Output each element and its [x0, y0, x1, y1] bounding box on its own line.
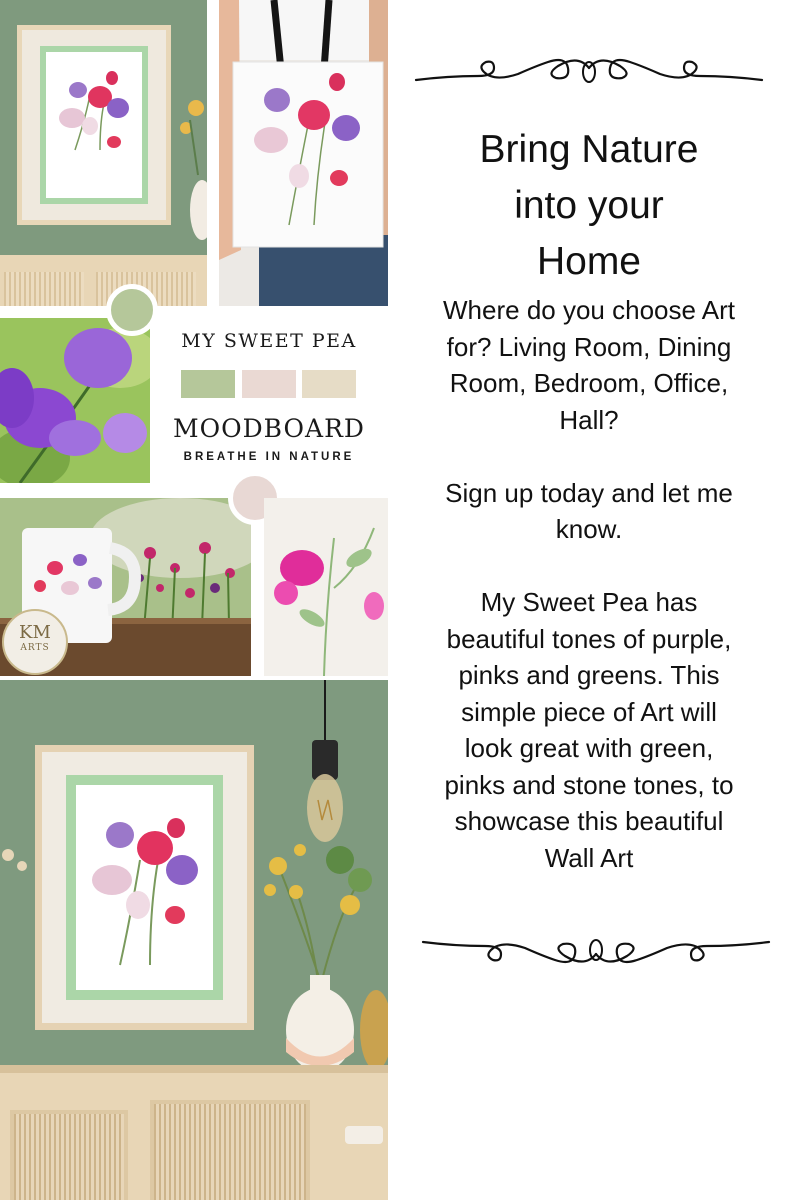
body-line: Hall?	[559, 404, 619, 435]
body-line: Room, Bedroom, Office,	[449, 368, 729, 398]
body-text	[408, 292, 770, 876]
swatch-green	[181, 370, 235, 398]
moodboard-title: MOODBOARD	[173, 414, 365, 443]
room-framed-print-photo	[0, 680, 388, 1200]
headline	[400, 122, 778, 290]
body-line: My Sweet Pea has	[480, 587, 698, 617]
logo-subtext: ARTS	[20, 643, 50, 653]
headline-line-3: Home	[536, 240, 642, 283]
headline-line-2: into your	[514, 184, 664, 227]
body-line: pinks and greens. This	[458, 660, 720, 690]
body-line: Where do you choose Art	[443, 295, 735, 325]
body-line: showcase this beautiful	[454, 806, 724, 836]
body-line: Wall Art	[544, 842, 634, 873]
body-line: beautiful tones of purple,	[446, 623, 732, 654]
body-line: for? Living Room, Dining	[446, 331, 732, 362]
pink-sweet-pea-photo	[264, 498, 388, 676]
framed-print-photo-top	[0, 0, 207, 306]
flourish-divider-top	[408, 52, 770, 92]
swatch-stone	[302, 370, 356, 398]
body-line: pinks and stone tones, to	[444, 769, 734, 800]
moodboard-name: MY SWEET PEA	[181, 330, 357, 352]
green-color-circle	[106, 284, 158, 336]
km-arts-logo	[2, 609, 68, 675]
swatch-pink	[242, 370, 296, 398]
body-line: look great with green,	[464, 733, 714, 763]
body-line: simple piece of Art will	[461, 696, 717, 727]
logo-text: KM	[19, 622, 51, 643]
headline-line-1: Bring Nature	[479, 128, 699, 171]
body-line: know.	[555, 514, 623, 544]
purple-sweet-pea-photo	[0, 318, 150, 483]
flourish-divider-bottom	[415, 928, 777, 968]
body-line: Sign up today and let me	[445, 477, 733, 508]
tote-bag-photo	[219, 0, 388, 306]
moodboard-tagline: BREATHE IN NATURE	[183, 451, 355, 463]
